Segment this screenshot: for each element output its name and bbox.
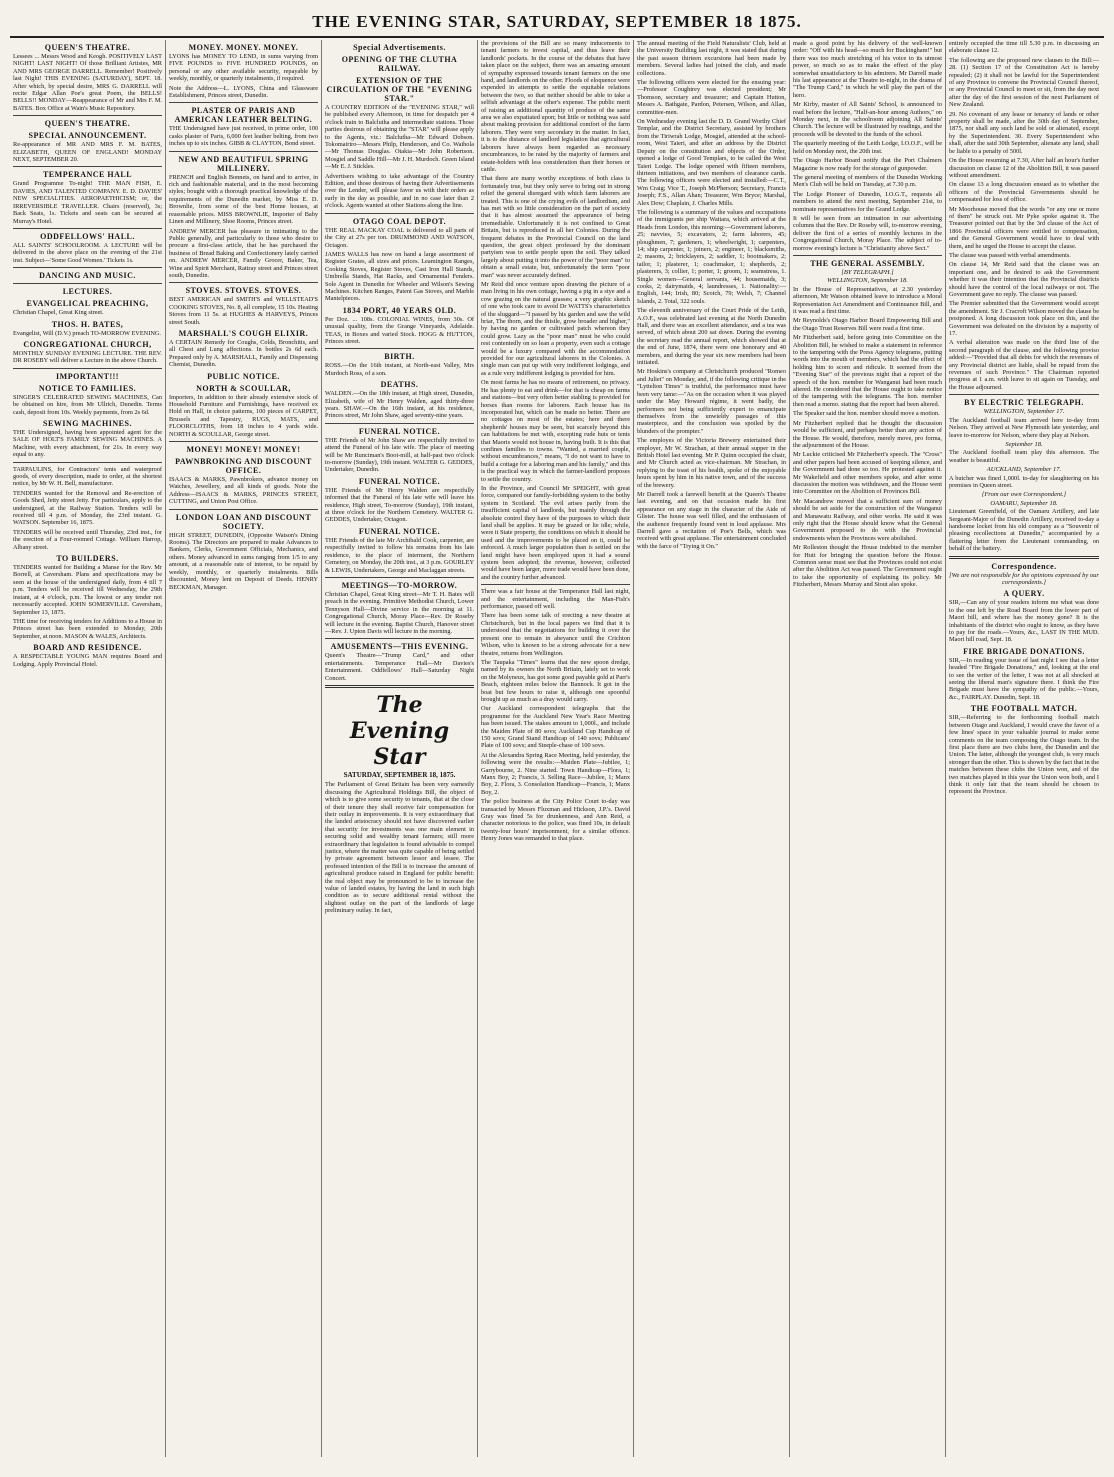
column-rule — [325, 577, 474, 578]
section-heading: PUBLIC NOTICE. — [207, 371, 280, 381]
article-paragraph: The clause was passed with verbal amendments. — [949, 251, 1071, 259]
double-rule — [949, 556, 1099, 559]
article-paragraph: On most farms he has no means of retirement, no privacy. He has plenty to eat and drink—for that is cheap on farms and stations—but very often better stabling is provided for horses than rooms for laborers. Each house has its incorporated hut, which can be made no better. There are no cottages on most of the estates; here and there shepherds' houses may be seen, but scarcely beyond this can habitations be met with, excepting rude huts or tents that Maoris would not house in, having built. It is this that confines families to towns. "Wanted, a married couple, without encumbrances," means, "I do not want to have to build a cottage for a laboring man and his family," and this is the practical way in which the farmer-landlord proposes to settle the country. — [481, 379, 630, 483]
section-heading: FIRE BRIGADE DONATIONS. — [963, 646, 1085, 656]
section-heading: PAWNBROKING AND DISCOUNT OFFICE. — [175, 457, 312, 476]
article-paragraph: THE time for receiving tenders for Additions to a House in Princes street has been extended to Monday, 20th September, at noon. MASON & WALES, Architects. — [13, 617, 162, 640]
section-heading: STOVES. STOVES. STOVES. — [185, 286, 302, 296]
column-rule — [169, 509, 318, 510]
section-heading: A QUERY. — [1003, 589, 1045, 599]
section-heading: THE FOOTBALL MATCH. — [970, 704, 1078, 714]
article-paragraph: On Wednesday evening last the D. D. Grand Worthy Chief Templar, and the District Secretary, assisted by brothers from the Tiriwrah Lodge, Mosgiel, attended at the school-room, West Taieri, and after an address by the District Deputy on the constitution and objects of the Order, opened a lodge of Good Templars, to be called the West Taieri Lodge. The lodge opened with fifteen members, thirteen initiations, and two members of clearance cards. The following officers were elected and installed:—C.T., Wm Craig; Vice T., Joseph McPherson; Secretary, Francis Joseph; F.S., Allan Ahan; Treasurer, Wm Bryce; Marshal, Alex Dow; Chaplain, J. Charles Mills. — [637, 118, 786, 207]
article-paragraph: SIR,—Referring to the forthcoming football match between Otago and Auckland, I would crave the favor of a few lines' space in your valuable journal to make some comments on the team composing the Otago team. In the first place there are two clubs here, the Dunedin and the Union. The latter, although the youngest club, is very much stronger than the other. This is shown by the fact that in the matches between these clubs the Union won, and of the two matches played in this year the Union won both, and I think it only fair that the team should be chosen to represent the Province. — [949, 714, 1099, 796]
article-paragraph: Mr Macandrew moved that a sufficient sum of money should be set aside for the construction of the Wanganui and Manawatu Railway, and other works. He said it was only right that the House should know what the General Government proposed to do with the Provincial endowments when the Provinces were abolished. — [793, 497, 942, 542]
article-paragraph: Mr Darrell took a farewell benefit at the Queen's Theatre last evening, and on that occasion made his first appearance on any stage in the character of the Aide of Glister. The house was well filled, and the enthusiasm of the audience frequently found vent in loud applause. Mrs Darrell gave a recitation of Poe's Bells, which was received with great applause. The entertainment concluded with the farce of "Trying it On." — [637, 490, 786, 550]
column-rule — [169, 282, 318, 283]
dateline: September 18. — [1005, 440, 1043, 448]
article-paragraph: Mr Reynolds's Otago Harbor Board Empowering Bill and the Otago Trust Reserves Bill were read a first time. — [793, 317, 942, 332]
section-heading: ODDFELLOWS' HALL. — [40, 231, 135, 241]
article-paragraph: A CERTAIN Remedy for Coughs, Colds, Bronchitis, and all Chest and Lung affections. In bottles 2s 6d each. Prepared only by A. MARSHALL, Family and Dispensing Chemist, Dunedin. — [169, 338, 318, 369]
article-paragraph: Per Doz. ... 108s. COLONIAL WINES, from 30s. Of unusual quality, from the Grange Vineyards, Adelaide. TEAS, in Boxes and varied Stock. HOGG & HUTTON, Princes street. — [325, 315, 474, 345]
section-heading: FUNERAL NOTICE. — [358, 426, 441, 436]
article-paragraph: SIR,—Can any of your readers inform me what was done to the one left by the Road Board from the lower part of Maori hill, and where has the money gone? It is the inhabitants of the district who ought to know, as they have to pay for the roads.—Yours, &c., LAST IN THE MUD. Maori hill road, Sept. 18. — [949, 599, 1099, 644]
column-rule — [169, 102, 318, 103]
article-paragraph: The Taupaka "Times" learns that the new spoon dredge, named by its owners the North Britain, lately set to work on the Molyneux, has got some good payable gold at Parr's Beach, eighteen miles below the Bannock. It got in the boat but few hours to raise it, although one spoonful brought up as much as a dray would carry. — [481, 658, 630, 703]
section-heading: SEWING MACHINES. — [43, 418, 132, 428]
article-paragraph: The police business at the City Police Court to-day was transacted by Messrs Fluxman and Hickson, J.P.'s. David Gray was fined 5s for drunkenness, and Ann Reid, a character notorious to the police, was fined 10s, in default twenty-four hours' imprisonment, for a similar offence. Henry Jones was remanded to that place. — [481, 798, 630, 843]
article-paragraph: TENDERS wanted for the Removal and Re-erection of Goods Shed, Jetty street Jetty. For particulars, apply to the undersigned, at the Railway Station. Tenders will be received till 4 p.m. of Monday, the 23rd instant. G. WATSON. September 16, 1875. — [13, 489, 162, 527]
article-paragraph: Importers, In addition to their already extensive stock of Household Furniture and Furnishings, have received ex Hold on Hall, in choice patterns, 100 pieces of CARPET, Brussels and Tapestry, RUGS, MATS, and FLOORCLOTHS, from 18 inches to 4 yards wide. NORTH & SCOULLAR, George street. — [169, 393, 318, 438]
article-paragraph: Advertisers wishing to take advantage of the Country Edition, and those desirous of having their Advertisements over the Lender, will please favor us with their orders as early in the day as possible, and in no case later than 2 o'clock. Agents wanted at other Stations along the line. — [325, 172, 474, 210]
article-paragraph: SIR,—In reading your issue of last night I see that a letter headed "Fire Brigade Donations," and, looking at the end to see the writer of the letter, I was not at all shocked at seeing the liberal man's signature there. I think the Fire Brigade must have the sympathy of the public.—Yours, &c., FAIRPLAY. Dunedin, Sept. 18. — [949, 656, 1099, 701]
article-paragraph: Mr Hoskins's company at Christchurch produced "Romeo and Juliet" on Monday, and, if the following critique in the "Lyttelton Times" is truthful, the performance must have been very tame:—"As on the occasion when it was played under the May Howard régime, it went badly, the performers not being sufficiently expert to emancipate themselves from the unwieldy passages of this masterpiece, and the conclusion was spoiled by the blunders of the prompter." — [637, 368, 786, 435]
double-rule — [325, 685, 474, 688]
article-paragraph: The Parliament of Great Britain has been very earnestly discussing the Agricultural Holdings Bill, the object of which is to give some security to tenants, that at the close of their tenure they shall receive fair compensation for their outlay in improvements. It is very extraordinary that the landed aristocracy should not have discovered earlier that security for investments was one main element in securing solid and wealthy tenant farmers; still more extraordinary that legislation is found advisable to compel justice, where the matter was quite capable of being settled by private agreement between lessor and lessee. The professed intention of the Bill is to increase the amount of agricultural produce raised in England for public benefit: the real object may be pronounced to be to increase the value of landed estates, by having the land in such high condition as to secure additional rental without the slightest outlay on the part of the landlords of large preliminary outlay. In fact, — [325, 781, 474, 915]
section-heading: CONGREGATIONAL CHURCH, — [23, 339, 152, 349]
column-rule — [169, 151, 318, 152]
article-paragraph: made a good point by his delivery of the well-known order: "Off with his head—so much for Buckingham!" but there was too much stretching of his voice to its utmost power, so much so as to make the effect of the play somewhat unsatisfactory to his admirers. Mr Darrell made his last appearance at the Theatre to-night, in the drama of "The Trump Card," in which he will play the part of the hero. — [793, 40, 942, 99]
article-paragraph: On clause 13 a long discussion ensued as to whether the officers of the Provincial Governments should be compensated for loss of office. — [949, 181, 1099, 204]
article-paragraph: On clause 14, Mr Reid said that the clause was an important one, and he desired to ask the Government whether it was their intention that the Provincial districts should have the control of the local railways or not. The Government gave no reply. The clause was passed. — [949, 261, 1099, 298]
article-paragraph: The following is a summary of the values and occupations of the immigrants per ship Waitara, which arrived at the Heads from London, this morning:—Government laborers, 25; navvies, 5; excavators, 2; farm laborers, 45; ploughmen, 7; gardeners, 1; wheelwright, 1; carpenters, 14; ship carpenter, 1; joiners, 2; engineer, 1; blacksmiths, 2; masons, 2; bricklayers, 2; saddler, 1; bootmakers, 2; tailor, 1; plasterer, 1; coachmaker, 1; shepherds, 2; plasterers, 3; collier, 1; porter, 1; groom, 1; seamstress, 1. Single women—General servants, 44; housemaids, 3; cooks, 2; dairymaids, 4; laundresses, 1. Nationality:—English, 144; Irish, 80; Scotch, 79; Welsh, 7; Channel Islands, 2. Total, 322 souls. — [637, 208, 786, 305]
article-paragraph: Note the Address—L. LYONS, China and Glassware Establishment, Princes street, Dunedin. — [169, 84, 318, 100]
article-paragraph: WALDEN.—On the 18th instant, at High street, Dunedin, Elizabeth, wife of Mr Henry Walden, aged thirty-three years. SHAW.—On the 16th instant, at his residence, Princes street, Mr John Shaw, aged seventy-nine years. — [325, 390, 474, 420]
article-paragraph: Mr Luckie criticised Mr Fitzherbert's speech. The "Cross" and other papers had been accused of keeping silence, and the Government had done so too. He protested against it. Mr Wakefield and other members spoke, and after some discussion the motion was withdrawn, and the House went into Committee on the Abolition of Provinces Bill. — [793, 451, 942, 496]
editorial-date: SATURDAY, SEPTEMBER 18, 1875. — [343, 770, 456, 779]
column-rule — [325, 638, 474, 639]
section-heading: NORTH & SCOULLAR, — [196, 383, 291, 393]
section-heading: TEMPERANCE HALL — [42, 170, 133, 180]
column-4 — [478, 40, 634, 1457]
article-paragraph: Lieutenant Greenfield, of the Oamaru Artillery, and late Sergeant-Major of the Dunedin Artillery, received to-day a handsome locket from his old company as a "Souvenir of pleasing recollections at Dunedin," accompanied by a flattering letter from the Lieutenant commanding, on behalf of the battery. — [949, 508, 1099, 553]
article-paragraph: A COUNTRY EDITION of the "EVENING STAR," will be published every Afternoon, in time for despatch per 4 o'clock train to Balclutha and intermediate stations. Those parties desirous of obtaining the "STAR" will please apply to the Agents, viz.: Balclutha—Mr Edward Dobson. Tokomairiro—Messrs Philp, Henderson, and Co. Waihola—Mr Thomas Douglas. Otakia—Mr John Robertson. Mosgiel and Saddle Hill—Mr J. H. Murdoch. Green Island—Mr E. J. Stickles. — [325, 104, 474, 171]
column-rule — [13, 166, 162, 167]
article-paragraph: LYONS has MONEY TO LEND, in sums varying from FIVE POUNDS to FIVE HUNDRED POUNDS, on personal or any other available security, repayable by weekly, monthly, or quarterly instalments, if required. — [169, 53, 318, 83]
article-paragraph: Queen's Theatre—"Trump Card," and other entertainments. Temperance Hall—Mr Davies's Entertainment. Oddfellows' Hall—Saturday Night Concert. — [325, 652, 474, 682]
section-heading: NEW AND BEAUTIFUL SPRING MILLINERY. — [178, 154, 309, 173]
article-paragraph: Mr Moorhouse moved that the words "or any one or more of them" be struck out. Mr Pyke spoke against it. The Treasurer pointed out that by the 3rd clause of the Act of 1866 Provincial officers were entitled to compensation, and the General Government would have to deal with them, and he urged the House to accept the clause. — [949, 205, 1099, 250]
section-heading: EXTENSION OF THE CIRCULATION OF THE "EVENING STAR." — [326, 76, 473, 103]
article-paragraph: BEST AMERICAN and SMITH'S and WELLSTEAD'S COOKING STOVES, No. 8, all complete, 15 10s. Heating Stoves from 11 5s. at HUGHES & HARVEYS, Princes street South. — [169, 296, 318, 326]
newspaper-page — [10, 10, 1104, 1457]
article-paragraph: The Auckland football team play this afternoon. The weather is beautiful. — [949, 449, 1099, 464]
article-paragraph: the provisions of the Bill are so many inducements to tenant farmers to invest capital, and thus leave their landlords' pockets. In the course of the debates that have taken place on the subject, there was an amazing amount of sympathy expressed towards tenant farmers on the one hand, and landlords on the other. Floods of eloquence were expended in attempts to settle the equitable relations between the two, so that neither should be able to take a selfish advantage at the other's expense. The public merit of raising an additional quantity of produce of the same area we also expatiated upon; but little or nothing was said about making provision for additional comfort of the farm laborers. They were very secondary in the matter. In fact, it is to the distance of landlord legislation that agricultural laborers have always been regarded as necessary encumbrances, to be rated by the majority of farmers and estate-holders with less consideration than their horses or cattle. — [481, 40, 630, 173]
section-heading: AMUSEMENTS—THIS EVENING. — [330, 642, 469, 652]
article-paragraph: ISAACS & MARKS, Pawnbrokers, advance money on Watches, Jewellery, and all kinds of goods. Note the Address—ISAACS & MARKS, PRINCES STREET, CUTTING, and Union Post Office. — [169, 476, 318, 506]
article-paragraph: There has been some talk of erecting a new theatre at Christchurch, but in the local papers we find that it is understood that the negotiations for building it over the present one to remain in abeyance until the Crichton Wilson, who is known to be a strong advocate for a new theatre, returns from Wellington. — [481, 612, 630, 657]
column-rule — [13, 283, 162, 284]
column-rule — [13, 115, 162, 116]
article-paragraph: The eleventh anniversary of the Court Pride of the Leith, A.O.F., was celebrated last evening at the North Dunedin Hall, and there was an excellent attendance, and a tea was served, of which about 200 sat down. During the evening the secretary read the annual report, which showed that at the end of June, 1874, there were one honorary and 40 members, and during the year six new members had been initiated. — [637, 307, 786, 367]
section-heading: SPECIAL ANNOUNCEMENT. — [28, 131, 147, 141]
article-paragraph: That there are many worthy exceptions of both class is fortunately true, but they only serve to bring out in strong relief the general disregard with which farm laborers are treated. This is one of the crying evils of landlordism, and has met with so little consideration on the part of society that it has almost assumed the appearance of being irremediable. Unfortunately it is not confined to Great Britain, but is reproduced in all her Colonies. During the frequent debates in the Provincial Council on the land question, the great object professed by the dominant partyism was to settle people upon the soil. They talked largely about putting it into the power of the "poor man" to obtain a small estate, but, unfortunately the term "poor man" was never accurately defined. — [481, 175, 630, 279]
section-heading: MARSHALL'S COUGH ELIXIR. — [178, 328, 309, 338]
column-1 — [10, 40, 166, 1457]
section-heading: BY ELECTRIC TELEGRAPH. — [964, 398, 1084, 408]
column-rule — [13, 228, 162, 229]
dateline: WELLINGTON, September 18. — [827, 277, 908, 285]
article-paragraph: In the Province, and Council Mr SPEIGHT, with great force, compared our family-forbidding system to the bothy system in Scotland. The evil arises partly from the insufficient capital of landlords, but mainly through the absolute control they have of the purposes to which their land shall be applies. It may be grazed or lie idle; while, were it State property, the conditions on which it should be used and the improvements to be placed on it, could be enforced. A much larger population than is settled on the land might have been employed upon it had a sound system been adopted; the revenue, however, collected would have been larger, more trade would have been done, and the country further advanced. — [481, 484, 630, 581]
article-paragraph: Mr Fitzherbert replied that he thought the discussion would be sufficient, and perhaps better than any action of the House. He would, therefore, merely move, pro forma, the adjournment of the House. — [793, 419, 942, 449]
article-paragraph: Mr Kirby, master of All Saints' School, is announced to read before the lecture, "Half-an-hour among Authors," on Monday next, in the schoolroom adjoining All Saints' Church. The lecture will be illustrated by readings, and the proceeds will be devoted to the funds of the school. — [793, 101, 942, 138]
article-paragraph: TENDERS wanted for Building a Manse for the Rev. Mr Borrell, at Caversham. Plans and specifications may be seen at the house of the undersigned daily, from 4 till 7 p.m. Tenders will be received till Wednesday, the 29th instant, at 4 o'clock, p.m. The lowest or any tender not necessarily accepted. JOHN SOMERVILLE. Caversham, September 13, 1875. — [13, 564, 162, 616]
section-heading: MONEY! MONEY! MONEY! — [186, 445, 301, 455]
section-heading: MONEY. MONEY. MONEY. — [188, 43, 299, 52]
article-paragraph: The Lodge Pioneer of Dunedin, I.O.G.T., requests all members to attend the next meeting, September 21st, to nominate representatives for the Grand Lodge. — [793, 190, 942, 213]
column-3 — [322, 40, 478, 1457]
article-paragraph: HIGH STREET, DUNEDIN, (Opposite Watson's Dining Rooms). The Directors are prepared to make Advances to Bankers, Clerks, Government Officials, Mechanics, and others. Money advanced in sums ranging from 1/5 to any amount, at a reasonable rate of interest, to be repaid by weekly, monthly, or quarterly instalments. Bills discounted, Money lent on Deposit of Deeds. HENRY BECKMAN, Manager. — [169, 531, 318, 591]
section-heading: Correspondence. — [991, 561, 1057, 571]
section-heading: QUEEN'S THEATRE. — [44, 119, 131, 129]
column-rule — [169, 441, 318, 442]
dateline: WELLINGTON, September 17. — [983, 408, 1065, 416]
article-paragraph: SINGER'S CELEBRATED SEWING MACHINES, Can be obtained on hire, from Mr Ullrich, Dunedin. Terms cash, deposit from 10s. Weekly payments, from 2s 6d. — [13, 393, 162, 416]
section-heading: OPENING OF THE CLUTHA RAILWAY. — [341, 55, 458, 73]
section-heading: LECTURES. — [62, 287, 113, 297]
article-paragraph: The following are the proposed new clauses to the Bill:—28. (1) Section 17 of the Constitution Act is hereby repealed; (2) it shall not be lawful for the Superintendent of any Province to convene the Provincial Council thereof, or any Provincial Council to meet or sit, from the day next after the day of the first session of the next Parliament of New Zealand. — [949, 56, 1099, 109]
article-paragraph: THE Friends of Mr Henry Walden are respectfully informed that the Funeral of his late wife will leave his residence, High street, To-morrow (Sunday), 19th instant, at three o'clock for the Northern Cemetery. WALTER G. GEDDES, Undertaker, Octagon. — [325, 486, 474, 524]
column-rule — [793, 255, 942, 256]
section-heading: QUEEN'S THEATRE. — [44, 43, 131, 52]
column-container — [10, 40, 1104, 1457]
section-heading: THOS. H. BATES, — [51, 319, 124, 329]
article-paragraph: A RESPECTABLE YOUNG MAN requires Board and Lodging. Apply Provincial Hotel. — [13, 653, 162, 668]
article-paragraph: Our Auckland correspondent telegraphs that the programme for the Auckland New Year's Race Meeting has been issued. The stakes amount to 1,000l., and include the Maiden Plate of 80 sovs; Auckland Cup Handicap of 150 sovs; Grand Stand Handicap of 140 sovs; Publicans' Plate of 100 sovs; and Steeple-chase of 100 sovs. — [481, 705, 630, 750]
column-7 — [946, 40, 1102, 1457]
column-rule — [13, 368, 162, 369]
section-heading: Special Advertisements. — [353, 43, 446, 52]
column-5 — [634, 40, 790, 1457]
column-rule — [13, 462, 162, 463]
article-paragraph: ROSS.—On the 16th instant, at North-east Valley, Mrs Murdoch Ross, of a son. — [325, 362, 474, 377]
article-paragraph: A verbal alteration was made on the third line of the second paragraph of the clause, and the following proviso added:—"Provided that all debts for which the revenues of any Provincial district are liable, shall be repaid from the revenues of such Province." The Chairman reported progress at 1 a.m. with leave to sit again on Tuesday, and the House adjourned. — [949, 339, 1099, 391]
article-paragraph: entirely occupied the time till 5.30 p.m. in discussing an elaborate clause 12. — [949, 40, 1099, 55]
section-heading: LONDON LOAN AND DISCOUNT SOCIETY. — [175, 512, 312, 531]
section-heading: 1834 PORT, 40 YEARS OLD. — [342, 305, 457, 315]
article-paragraph: TENDERS will be received until Thursday, 23rd inst., for the erection of a Four-roomed Cottage. William Harrop, Albany street. — [13, 528, 162, 551]
article-paragraph: The Auckland football team arrived here to-day from Nelson. They arrived at New Plymouth late yesterday, and leave to-morrow for Nelson, where they play at Nelson. — [949, 416, 1099, 439]
column-rule — [325, 348, 474, 349]
article-paragraph: Grand Programme To-night! THE MAN FISH, E. DAVIES, AND TALENTED COMPANY. E. D. DAVIES' NEW SPECIALITIES. AEROPAETHICISM; or, the IRREVERSIBLE TRAVELLER. Chairs (reserved), 3s; Back Seats, 1s. Tickets and seats can be secured at Murray's Hotel. — [13, 180, 162, 225]
column-rule — [13, 267, 162, 268]
section-heading: EVANGELICAL PREACHING, — [26, 299, 149, 309]
article-paragraph: The following officers were elected for the ensuing year:—Professor Coughtrey was elected president; Mr Thomson, secretary and treasurer; and Captain Hutton, Messrs A. Bathgate, Pardon, Petersen, Wilson, and Allan, committee-men. — [637, 79, 786, 116]
section-heading: IMPORTANT!!! — [56, 371, 119, 381]
article-paragraph: 29. No covenant of any lease or tenancy of lands or other property shall be made, after the 30th day of September, 1875, nor shall any such land be sold or alienated, except by the Superintendent. 30. Every Superintendent who shall, after the said 30th September, alienate any land, shall be liable to a penalty of 500l. — [949, 110, 1099, 155]
article-paragraph: THE Undersigned have just received, in prime order, 100 casks plaster of Paris, 6,000 feet leather belting, from two inches up to six inches. GIBB & CLAYTON, Bond street. — [169, 125, 318, 148]
article-paragraph: The annual meeting of the Field Naturalists' Club, held at the University Building last night, it was stated that during the past season thirteen excursions had been made by members. Several ladies had joined the club, and made collections. — [637, 40, 786, 77]
article-paragraph: Mr Rolleston thought the House indebted to the member for Hutt for bringing the question before the House. Common sense must see that the Provinces could not exist after the Abolition Act was passed. The Government ought to take the opportunity of explaining its policy. Mr Fitzherbert, Messrs Murray and Stout also spoke. — [793, 544, 942, 589]
article-paragraph: The employes of the Victoria Brewery entertained their employer, Mr W. Strachan, at their annual supper in the British Hotel last evening. Mr P. Quinn occupied the chair, and Mr Church acted as vice-chairman. Mr Strachan, in replying to the toast of his health, spoke of the enjoyable hours spent by him in his native town, and of the success of the brewery. — [637, 437, 786, 489]
masthead: THE EVENING STAR, SATURDAY, SEPTEMBER 18 1875. — [10, 10, 1104, 38]
editorial-masthead: The Evening Star — [349, 691, 450, 770]
section-heading: MEETINGS—TO-MORROW. — [341, 580, 458, 590]
article-paragraph: MONTHLY SUNDAY EVENING LECTURE. THE REV. DR ROSEBY will deliver a Lecture in the above Church. — [13, 349, 162, 365]
article-paragraph: ALL SAINTS' SCHOOLROOM. A LECTURE will be delivered in the above place on the evening of the 21st inst. Subject—'Some Good Women.' Tickets 1s. — [13, 241, 162, 264]
dateline: [BY TELEGRAPH.] — [841, 268, 894, 276]
section-heading: DEATHS. — [380, 380, 419, 390]
dateline: AUCKLAND, September 17. — [986, 466, 1062, 474]
article-paragraph: It will be seen from an intimation in our advertising columns that the Rev. Dr Roseby will, to-morrow evening, deliver the first of a series of monthly lectures in the Congregational Church, Moray Place. The subject of to-morrow evening's lecture is "Christianity above Sect." — [793, 214, 942, 252]
article-paragraph: Lessees ... Messrs Wood and Keogh. POSITIVELY LAST NIGHT! LAST NIGHT! Of those Brilliant Artistes, MR AND MRS GEORGE DARRELL. Remember! Positively last Night! THIS EVENING (SATURDAY), SEPT. 18. After which, by special desire, MRS G. DARRELL will recite Edgar Allan Poe's great Poem, the BELLS! BELLS!! MONDAY—Reappearance of Mr and Mrs F. M. BATES. Box Office at Wain's Music Repository. — [13, 53, 162, 112]
column-6 — [790, 40, 946, 1457]
section-heading: FUNERAL NOTICE. — [358, 476, 441, 486]
article-paragraph: Christian Chapel, Great King street—Mr T. H. Bates will preach in the evening. Primitive Methodist Church, Lower Tennyson Hall—Divine service in the morning at 11. Congregational Church, Moray Place—Rev. Dr Roseby will lecture in the evening. Baptist Church, Hanover street—Rev. J. Upton Davis will lecture in the morning. — [325, 590, 474, 635]
dateline: OAMARU, September 18. — [990, 499, 1058, 507]
article-paragraph: The quarterly meeting of the Leith Lodge, I.O.O.F., will be held on Monday next, the 20th inst. — [793, 140, 942, 155]
section-heading: TO BUILDERS. — [56, 554, 119, 564]
article-paragraph: A butcher was fined 1,000l. to-day for slaughtering on his premises in Queen street. — [949, 474, 1099, 489]
article-paragraph: Mr Fitzherbert said, before going into Committee on the Abolition Bill, he wished to make a statement in reference to the tampering with the Press Agency telegrams, putting words into the mouth of members, which had the effect of holding him to scorn and ridicule. It seemed from the "Evening Star" of the previous night that a report of the speech of the hon. member for Wanganui had been much altered. He considered that the House ought to take notice of the tampering with the telegrams. The hon. member then read a memo. stating that the report had been altered. — [793, 334, 942, 408]
dateline: [We are not responsible for the opinions expressed by our correspondents.] — [949, 571, 1099, 586]
article-paragraph: ANDREW MERCER has pleasure in intimating to the Public generally, and particularly to those who desire to procure a first-class article, that he has purchased the business of Bread Baking and Confectionery lately carried on. ANDREW MERCER, Family Grocer, Baker, Tea, Wine and Spirit Merchant, Rattray street and Princes street south, Dunedin. — [169, 227, 318, 279]
article-paragraph: TARPAULINS, for Contractors' tents and waterproof goods, of every description, made to order, at the shortest notice, by Mr W. H. Bell, manufacturer. — [13, 465, 162, 488]
article-paragraph: Re-appearance of MR AND MRS F. M. BATES, ELIZABETH, QUEEN OF ENGLAND! MONDAY NEXT, SEPTEMBER 20. — [13, 141, 162, 164]
article-paragraph: There was a fair house at the Temperance Hall last night, and the entertainment, including the Man-Fish's performance, passed off well. — [481, 588, 630, 611]
article-paragraph: On the House resuming at 7.30, After half an hour's further discussion on clause 12 of the Abolition Bill, it was passed without amendment. — [949, 157, 1099, 179]
article-paragraph: The Premier submitted that the Government would accept the amendment. Sir J. Cracroft Wilson moved the clause be postponed. A long discussion took place on this, and the Government was defeated on the division by a majority of 17. — [949, 300, 1099, 338]
article-paragraph: In the House of Representatives, at 2.30 yesterday afternoon, Mr Watson obtained leave to introduce a Moral Representation Act Amendment and Continuance Bill, and it was read a first time. — [793, 285, 942, 315]
dateline: [From our own Correspondent.] — [981, 491, 1067, 499]
section-heading: BOARD AND RESIDENCE. — [33, 643, 142, 653]
article-paragraph: THE Friends of the late Mr Archibald Cook, carpenter, are respectfully invited to follow his remains from his late residence, to the place of interment, the Northern Cemetery, on Monday, the 20th inst., at 3 p.m. GOURLEY & LEWIS, Undertakers, George and Maclaggan streets. — [325, 536, 474, 574]
column-rule — [949, 394, 1099, 395]
article-paragraph: FRENCH and English Bonnets, on hand and to arrive, in rich and fashionable material, and in the most becoming styles; bought with a thorough practical knowledge of the requirements of the Dunedin market, by Miss E. D. Brownlie, from some of the best Home houses, at reasonable prices. MISS BROWNLIE, Importer of Baby Linen and Millinery, Shoe Rooms, Princes street. — [169, 173, 318, 226]
section-heading: NOTICE TO FAMILIES. — [38, 383, 137, 393]
article-paragraph: The Speaker said the hon. member should move a motion. — [793, 410, 940, 418]
article-paragraph: JAMES WALLS has now on hand a large assortment of Register Grates, all sizes and prices. Leamington Ranges, Cooking Stoves, Register Stoves, Cast Iron Hall Stands, Umbrella Stands, Hat Racks, and Ornamental Fenders. Sole Agent in Dunedin for Wheeler and Wilson's Sewing Machines. Kitchen Ranges, Patent Gas Stoves, and Marble Mantelpieces. — [325, 250, 474, 303]
article-paragraph: THE Friends of Mr John Shaw are respectfully invited to attend the Funeral of his late wife. The place of meeting will be Mr Runciman's Boot-mill, at half-past two o'clock to-morrow (Sunday), 19th instant. WALTER G. GEDDES, Undertaker, Dunedin. — [325, 436, 474, 474]
section-heading: THE GENERAL ASSEMBLY. — [810, 258, 925, 268]
article-paragraph: The general meeting of members of the Dunedin Working Men's Club will be held on Tuesday, at 7.30 p.m. — [793, 173, 942, 189]
article-paragraph: Christian Chapel, Great King street. — [13, 309, 104, 317]
column-rule — [325, 213, 474, 214]
section-heading: PLASTER OF PARIS AND AMERICAN LEATHER BELTING. — [174, 106, 313, 125]
article-paragraph: THE REAL MACKAY COAL is delivered to all parts of the City at 27s per ton. DRUMMOND AND WATSON, Octagon. — [325, 226, 474, 249]
article-paragraph: At the Alexandra Spring Race Meeting, held yesterday, the following were the results:—Maiden Plate—Jubilee, 1; Garrybourne, 2. Nine started. Town Handicap—Flora, 1; Manx Boy, 2; Francis, 3. Selling Race—Jubilee, 1; Manx Boy, 2. Flora, 3. Consolation Handicap—Francis, 1; Manx Boy, 2. — [481, 751, 630, 796]
section-heading: FUNERAL NOTICE. — [358, 526, 441, 536]
section-heading: OTAGO COAL DEPOT. — [352, 216, 447, 226]
column-2 — [166, 40, 322, 1457]
article-paragraph: Mr Reid did once venture upon drawing the picture of a man living in his own cottage, having a pig in a stye and a cow grazing on the natural grasses; a very graphic sketch of one who took care to avoid Dr WATTS's characteristics of the sluggard—"I passed by his garden and saw the wild briar, The thorn, and the thistle, grow broader and higher," by having no garden or cultivated patch whereon they could grow. Lazy as the "poor man" must be who could rest contentedly on so lean a property, even such a cottage would be a luxury compared with the accommodation provided for our agricultural laborers in the Colonies. A single man can put up with very indifferent lodgings, and as a rule very indifferent lodging is provided for him. — [481, 281, 630, 377]
article-paragraph: The Otago Harbor Board notify that the Port Chalmers Magazine is now ready for the storage of gunpowder. — [793, 157, 942, 172]
section-heading: DANCING AND MUSIC. — [39, 271, 136, 281]
column-rule — [481, 584, 630, 585]
column-rule — [325, 423, 474, 424]
article-paragraph: THE Undersigned, having been appointed agent for the SALE OF HOLT'S FAMILY SEWING MACHINES. A Machine, with every attachment, for 21s. In every way equal to any. — [13, 428, 162, 459]
section-heading: BIRTH. — [384, 352, 415, 362]
article-paragraph: Evangelist, Will (D.V.) preach TO-MORROW EVENING. — [13, 329, 161, 337]
